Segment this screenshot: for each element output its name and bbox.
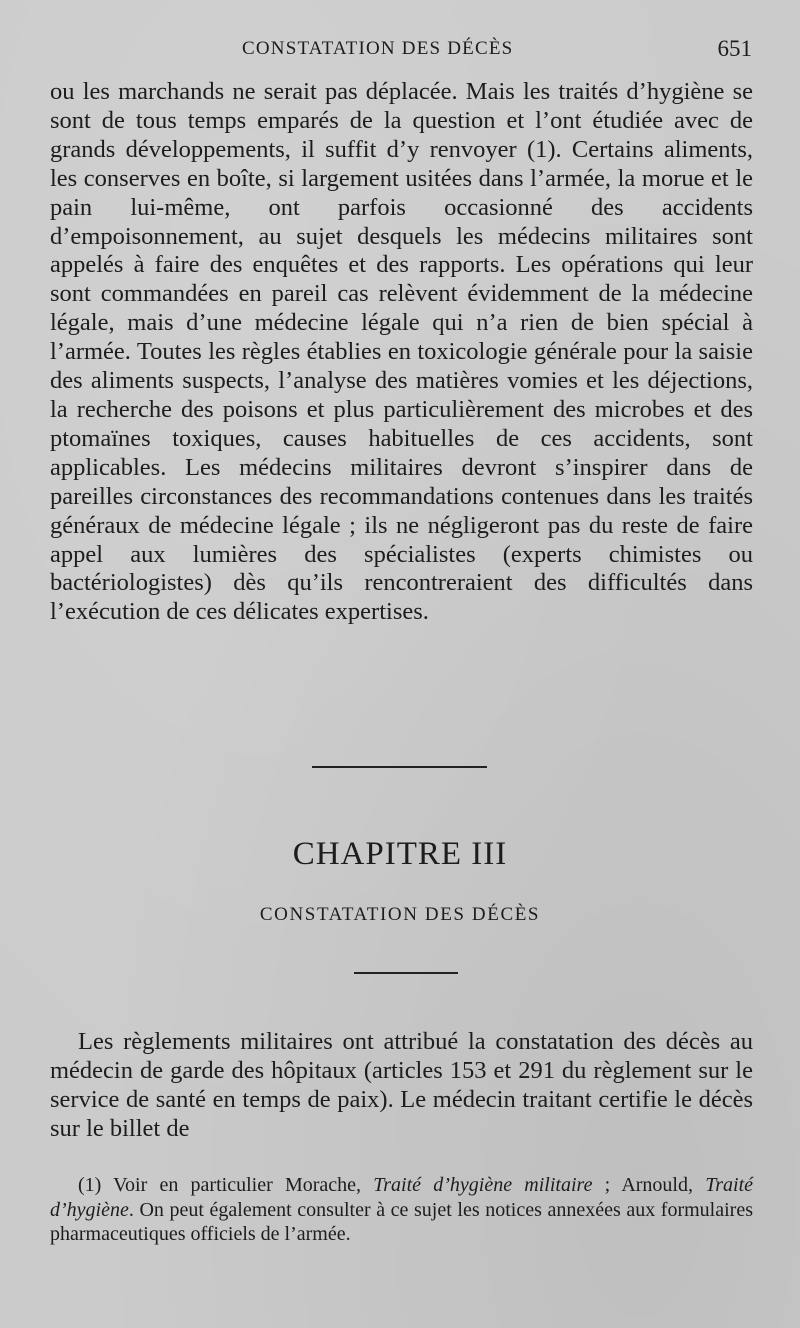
footnote-text-segment: . On peut également consulter à ce sujet les notices annexées aux formulaires pharmaceutiques officiels de l’armée. bbox=[50, 1198, 753, 1246]
footnote-citation: Traité d’hygiène bbox=[50, 1174, 753, 1221]
section-divider bbox=[312, 766, 487, 768]
chapter-title: CHAPITRE III bbox=[292, 836, 508, 872]
footnote-marker: (1) Voir en particulier Morache, bbox=[78, 1174, 374, 1196]
footnote bbox=[50, 1173, 753, 1247]
body-paragraph: ou les marchands ne serait pas déplacée. Mais les traités d’hygiène se sont de tous temps emparés de la question et l’ont étudiée avec de grands développements, il suffit d’y renvoyer (1). Certains aliments, les conserves en boîte, si largement usitées dans l’armée, la morue et le pain lui-même, ont parfois occasionné des accidents d’empoisonnement, au sujet desquels les médecins militaires sont appelés à faire des enquêtes et des rapports. Les opérations qui leur sont commandées en pareil cas relèvent évidemment de la médecine légale, mais d’une médecine légale qui n’a rien de bien spécial à l’armée. Toutes les règles établies en toxicologie générale pour la saisie des aliments suspects, l’analyse des matières vomies et les déjections, la recherche des poisons et plus particulièrement des microbes et des ptomaïnes toxiques, causes habituelles de ces accidents, sont applicables. Les médecins militaires devront s’inspirer dans de pareilles circonstances des recommandations contenues dans les traités généraux de médecine légale ; ils ne négligeront pas du reste de faire appel aux lumières des spécialistes (experts chimistes ou bactériologistes) dès qu’ils rencontreraient des difficultés dans l’exécution de ces délicates expertises. bbox=[50, 78, 753, 626]
footnote-text bbox=[50, 1173, 753, 1247]
page-number: 651 bbox=[717, 36, 752, 61]
body-paragraph: Les règlements militaires ont attribué la constatation des décès au médecin de garde des hôpitaux (articles 153 et 291 du règlement sur le service de santé en temps de paix). Le médecin traitant certifie le décès sur le billet de bbox=[50, 1028, 753, 1142]
footnote-text-segment: ; Arnould, bbox=[592, 1174, 706, 1196]
chapter-divider bbox=[354, 972, 458, 974]
chapter-subtitle: CONSTATATION DES DÉCÈS bbox=[259, 904, 541, 925]
running-title: CONSTATATION DES DÉCÈS bbox=[242, 38, 514, 59]
running-header bbox=[0, 36, 800, 66]
footnote-citation: Traité d’hygiène militaire bbox=[373, 1174, 593, 1196]
